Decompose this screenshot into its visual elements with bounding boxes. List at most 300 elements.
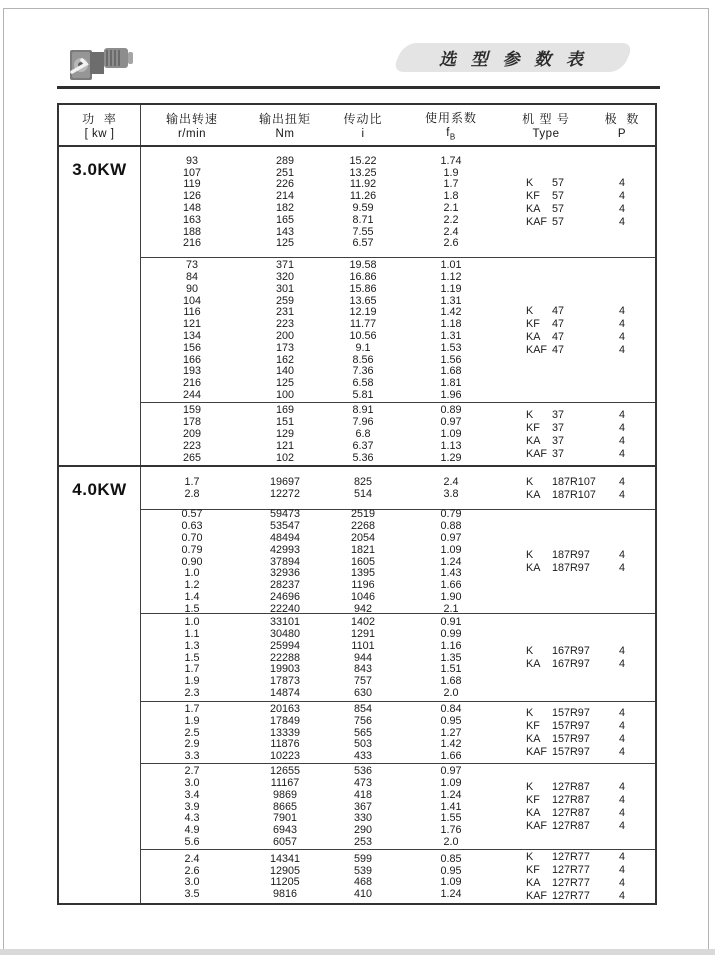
model-type: KAF 157R97	[526, 746, 590, 758]
output-speed-value: 1.7	[184, 702, 200, 715]
model-row	[503, 820, 655, 833]
ratio-value: 2268	[350, 520, 376, 533]
service-factor-value: 1.55	[440, 812, 462, 825]
page-title: 选 型 参 数 表	[438, 50, 588, 69]
output-speed-value: 126	[182, 190, 201, 203]
service-factor-value: 2.1	[443, 201, 459, 214]
output-speed-value: 116	[183, 306, 201, 319]
model-list	[503, 403, 655, 465]
model-row	[503, 851, 655, 864]
output-speed-value: 0.90	[181, 555, 203, 568]
output-torque-value: 48494	[269, 531, 301, 544]
output-torque-value: 7901	[272, 812, 298, 825]
poles-value: 4	[618, 447, 625, 460]
model-row	[503, 408, 655, 421]
output-speed-value: 0.63	[181, 520, 203, 533]
output-speed-value: 0.57	[181, 508, 203, 521]
model-group-block	[141, 763, 655, 849]
ratio-value: 5.81	[352, 388, 374, 401]
output-torque-value: 320	[275, 270, 294, 283]
ratio-value: 15.22	[349, 154, 377, 167]
output-torque-value: 251	[275, 166, 294, 179]
service-factor-value: 0.84	[440, 702, 462, 715]
output-speed-value: 1.7	[184, 476, 200, 489]
service-factor-value: 0.97	[440, 416, 462, 429]
poles-value: 4	[618, 851, 625, 863]
ratio-value: 1101	[351, 639, 375, 652]
service-factor-value: 1.24	[440, 555, 462, 568]
output-speed-value: 107	[182, 166, 201, 179]
output-speed-value: 3.5	[184, 888, 200, 901]
model-list	[503, 764, 655, 849]
ratio-value: 6.37	[352, 439, 374, 452]
output-speed-value: 244	[182, 388, 201, 401]
model-row	[503, 794, 655, 807]
output-torque-value: 11167	[270, 776, 300, 789]
model-row	[503, 890, 655, 903]
output-speed-value: 1.3	[184, 639, 200, 652]
ratio-value: 843	[353, 663, 372, 676]
service-factor-value: 1.56	[440, 353, 462, 366]
model-row	[503, 447, 655, 460]
model-type: KF 47	[526, 317, 565, 330]
ratio-value: 418	[353, 788, 372, 801]
ratio-value: 330	[353, 812, 372, 825]
service-factor-value: 1.53	[440, 341, 462, 354]
model-list	[503, 614, 655, 701]
service-factor-value: 1.81	[440, 377, 462, 390]
service-factor-value: 2.4	[443, 476, 459, 489]
model-type: KAF 127R87	[526, 820, 590, 832]
ratio-value: 7.36	[352, 365, 374, 378]
output-torque-value: 17849	[269, 714, 301, 727]
service-factor-value: 1.27	[440, 726, 462, 739]
ratio-value: 433	[353, 750, 372, 763]
output-speed-value: 1.2	[184, 579, 200, 592]
output-torque-value: 30480	[269, 627, 301, 640]
ratio-value: 11.92	[349, 178, 377, 191]
ratio-value: 9.59	[352, 201, 374, 214]
section-blocks	[141, 467, 655, 903]
ratio-value: 2054	[350, 531, 376, 544]
header-ratio: 传动比 i	[343, 112, 383, 140]
output-torque-value: 20163	[269, 702, 301, 715]
output-torque-value: 301	[275, 282, 294, 295]
output-torque-value: 140	[275, 365, 294, 378]
output-torque-value: 9869	[272, 788, 298, 801]
ratio-value: 756	[353, 714, 372, 727]
model-type: KA 157R97	[526, 733, 590, 745]
output-torque-value: 25994	[269, 639, 301, 652]
output-speed-value: 84	[185, 270, 198, 283]
ratio-value: 2519	[350, 508, 376, 521]
model-type: K 157R97	[526, 707, 590, 719]
ratio-value: 1605	[350, 555, 376, 568]
service-factor-value: 2.6	[443, 237, 459, 250]
model-list	[503, 850, 655, 903]
ratio-value: 6.57	[352, 237, 374, 250]
model-row	[503, 475, 655, 488]
service-factor-value: 0.91	[440, 616, 462, 629]
poles-value: 4	[618, 794, 625, 806]
service-factor-value: 1.16	[440, 639, 462, 652]
service-factor-value: 2.4	[443, 225, 459, 238]
header-rule	[57, 86, 660, 89]
ratio-value: 468	[353, 876, 372, 889]
service-factor-value: 1.42	[440, 738, 462, 751]
output-speed-value: 0.79	[181, 543, 203, 556]
model-type: KA 37	[526, 434, 565, 447]
page-bottom-edge	[0, 949, 715, 955]
service-factor-value: 2.0	[443, 686, 459, 699]
ratio-value: 514	[353, 487, 372, 500]
poles-value: 4	[618, 475, 625, 488]
output-torque-value: 214	[275, 190, 294, 203]
poles-value: 4	[618, 707, 625, 719]
model-type: KA 167R97	[526, 658, 590, 670]
poles-value: 4	[618, 434, 625, 447]
model-row	[503, 549, 655, 562]
model-list	[503, 467, 655, 509]
output-speed-value: 1.5	[184, 651, 200, 664]
output-torque-value: 14874	[269, 686, 301, 699]
output-speed-value: 2.4	[184, 852, 200, 865]
poles-value: 4	[618, 820, 625, 832]
service-factor-value: 1.8	[443, 190, 459, 203]
model-type: KF 157R97	[526, 720, 590, 732]
poles-value: 4	[618, 408, 625, 421]
output-torque-value: 125	[275, 377, 294, 390]
output-speed-value: 148	[182, 201, 201, 214]
service-factor-value: 1.18	[440, 318, 462, 331]
output-torque-value: 6057	[272, 835, 298, 848]
output-speed-value: 1.0	[184, 567, 200, 580]
ratio-value: 410	[353, 888, 372, 901]
output-torque-value: 28237	[269, 579, 301, 592]
output-speed-value: 134	[182, 329, 201, 342]
service-factor-value: 1.51	[440, 663, 462, 676]
poles-value: 4	[618, 781, 625, 793]
model-group-block	[141, 849, 655, 903]
model-type: K 37	[526, 408, 565, 421]
poles-value: 4	[618, 215, 625, 228]
model-list	[503, 258, 655, 402]
poles-value: 4	[618, 877, 625, 889]
model-row	[503, 215, 655, 228]
ratio-value: 6.58	[352, 377, 374, 390]
model-row	[503, 488, 655, 501]
output-torque-value: 22288	[269, 651, 301, 664]
service-factor-value: 0.85	[440, 852, 462, 865]
model-type: KAF 57	[526, 215, 565, 228]
output-torque-value: 59473	[269, 508, 301, 521]
output-speed-value: 163	[182, 213, 201, 226]
ratio-value: 539	[353, 864, 372, 877]
output-torque-value: 10223	[269, 750, 301, 763]
output-speed-value: 209	[182, 428, 201, 440]
output-speed-value: 4.9	[184, 824, 200, 837]
poles-value: 4	[618, 890, 625, 902]
model-type: KAF 47	[526, 343, 565, 356]
power-label: 4.0KW	[59, 467, 141, 903]
output-speed-value: 4.3	[184, 812, 200, 825]
model-type: KA 47	[526, 330, 565, 343]
poles-value: 4	[618, 733, 625, 745]
service-factor-value: 2.2	[443, 213, 459, 226]
ratio-value: 825	[353, 476, 372, 489]
ratio-value: 1821	[350, 543, 376, 556]
model-list	[503, 702, 655, 763]
ratio-value: 599	[353, 852, 372, 865]
service-factor-value: 1.9	[443, 166, 459, 179]
output-speed-value: 1.9	[184, 675, 200, 688]
model-group-block	[141, 701, 655, 763]
model-row	[503, 330, 655, 343]
service-factor-value: 1.09	[440, 876, 462, 889]
model-row	[503, 343, 655, 356]
output-speed-value: 1.1	[184, 627, 200, 640]
model-group-block	[141, 467, 655, 509]
ratio-value: 16.86	[349, 270, 377, 283]
ratio-value: 290	[353, 824, 372, 837]
ratio-value: 942	[353, 602, 372, 615]
service-factor-value: 1.01	[440, 259, 462, 272]
poles-value: 4	[618, 549, 625, 561]
output-torque-value: 162	[275, 353, 294, 366]
model-row	[503, 562, 655, 575]
model-row	[503, 176, 655, 189]
service-factor-value: 1.41	[440, 800, 462, 813]
ratio-value: 253	[353, 835, 372, 848]
model-type: KA 127R77	[526, 877, 590, 889]
service-factor-value: 1.09	[440, 428, 462, 440]
service-factor-value: 1.24	[440, 788, 462, 801]
gearmotor-image	[66, 42, 138, 86]
model-type: K 167R97	[526, 645, 590, 657]
ratio-value: 15.86	[349, 282, 377, 295]
output-torque-value: 12655	[269, 765, 301, 778]
service-factor-value: 0.97	[440, 765, 462, 778]
model-row	[503, 317, 655, 330]
model-type: KF 37	[526, 421, 565, 434]
output-torque-value: 19903	[269, 663, 301, 676]
service-factor-value: 1.42	[440, 306, 462, 319]
output-speed-value: 265	[182, 451, 201, 464]
poles-value: 4	[618, 421, 625, 434]
service-factor-value: 0.79	[440, 508, 462, 521]
ratio-value: 1046	[350, 590, 376, 603]
poles-value: 4	[618, 645, 625, 657]
model-type: KF 127R77	[526, 864, 590, 876]
model-group-block	[141, 147, 655, 257]
model-row	[503, 434, 655, 447]
output-torque-value: 33101	[269, 616, 301, 629]
model-row	[503, 864, 655, 877]
service-factor-value: 0.97	[440, 531, 462, 544]
output-torque-value: 12272	[269, 487, 301, 500]
output-torque-value: 102	[275, 451, 294, 464]
output-speed-value: 2.9	[184, 738, 200, 751]
output-speed-value: 166	[182, 353, 201, 366]
output-torque-value: 125	[275, 237, 294, 250]
section-blocks	[141, 147, 655, 465]
service-factor-value: 1.13	[440, 439, 462, 452]
service-factor-value: 1.31	[440, 329, 462, 342]
output-torque-value: 32936	[269, 567, 301, 580]
ratio-value: 367	[353, 800, 372, 813]
service-factor-value: 1.31	[440, 294, 462, 307]
output-speed-value: 93	[185, 154, 198, 167]
service-factor-value: 1.29	[440, 451, 462, 464]
poles-value: 4	[618, 746, 625, 758]
output-torque-value: 11205	[270, 876, 300, 889]
output-speed-value: 2.8	[184, 487, 200, 500]
output-torque-value: 151	[275, 416, 294, 429]
ratio-value: 13.65	[349, 294, 377, 307]
output-torque-value: 121	[275, 439, 294, 452]
ratio-value: 630	[353, 686, 372, 699]
output-torque-value: 12905	[269, 864, 301, 877]
model-type: KAF 37	[526, 447, 565, 460]
output-torque-value: 169	[275, 404, 294, 417]
poles-value: 4	[618, 658, 625, 670]
output-torque-value: 9816	[272, 888, 298, 901]
selection-parameter-table	[57, 103, 657, 905]
poles-value: 4	[618, 202, 625, 215]
header-model-type: 机 型 号 Type	[522, 112, 570, 140]
output-speed-value: 159	[182, 404, 201, 417]
service-factor-value: 1.19	[440, 282, 462, 295]
output-torque-value: 37894	[269, 555, 301, 568]
model-group-block	[141, 402, 655, 465]
model-row	[503, 746, 655, 759]
ratio-value: 1291	[350, 627, 376, 640]
poles-value: 4	[618, 189, 625, 202]
header-output-torque: 输出扭矩 Nm	[258, 112, 311, 140]
model-type: KF 127R87	[526, 794, 590, 806]
output-speed-value: 73	[185, 259, 198, 272]
output-speed-value: 188	[182, 225, 201, 238]
ratio-value: 536	[353, 765, 372, 778]
model-row	[503, 877, 655, 890]
output-speed-value: 119	[183, 178, 201, 191]
model-row	[503, 304, 655, 317]
service-factor-value: 1.66	[440, 579, 462, 592]
model-type: K 187R97	[526, 549, 590, 561]
service-factor-value: 1.76	[440, 824, 462, 837]
output-speed-value: 0.70	[181, 531, 203, 544]
model-row	[503, 733, 655, 746]
model-row	[503, 781, 655, 794]
model-type: KF 57	[526, 189, 565, 202]
ratio-value: 6.8	[355, 428, 371, 440]
ratio-value: 12.19	[349, 306, 377, 319]
ratio-value: 13.25	[349, 166, 377, 179]
output-speed-value: 3.4	[184, 788, 200, 801]
output-speed-value: 1.4	[184, 590, 200, 603]
poles-value: 4	[618, 317, 625, 330]
output-speed-value: 1.7	[184, 663, 200, 676]
output-torque-value: 231	[275, 306, 294, 319]
service-factor-value: 1.12	[440, 270, 462, 283]
output-speed-value: 3.9	[184, 800, 200, 813]
model-type: KAF 127R77	[526, 890, 590, 902]
service-factor-value: 1.66	[440, 750, 462, 763]
output-speed-value: 2.7	[184, 765, 200, 778]
model-group-block	[141, 613, 655, 701]
service-factor-value: 1.74	[440, 154, 462, 167]
output-speed-value: 2.6	[184, 864, 200, 877]
output-torque-value: 24696	[269, 590, 301, 603]
ratio-value: 944	[353, 651, 372, 664]
model-type: K 47	[526, 304, 565, 317]
page-title-badge	[392, 43, 635, 72]
output-torque-value: 143	[275, 225, 294, 238]
ratio-value: 757	[353, 675, 372, 688]
output-torque-value: 129	[275, 428, 294, 440]
ratio-value: 1196	[351, 579, 375, 592]
output-torque-value: 14341	[269, 852, 301, 865]
output-speed-value: 156	[182, 341, 201, 354]
model-row	[503, 720, 655, 733]
output-speed-value: 90	[185, 282, 198, 295]
service-factor-value: 2.0	[443, 835, 459, 848]
ratio-value: 7.96	[352, 416, 374, 429]
ratio-value: 8.91	[352, 404, 374, 417]
output-torque-value: 100	[275, 388, 294, 401]
service-factor-value: 1.35	[440, 651, 462, 664]
output-speed-value: 178	[182, 416, 201, 429]
output-torque-value: 173	[275, 341, 294, 354]
poles-value: 4	[618, 720, 625, 732]
output-torque-value: 226	[275, 178, 294, 191]
ratio-value: 503	[353, 738, 372, 751]
output-torque-value: 182	[275, 201, 294, 214]
poles-value: 4	[618, 864, 625, 876]
output-torque-value: 371	[275, 259, 294, 272]
model-row	[503, 707, 655, 720]
output-torque-value: 13339	[269, 726, 301, 739]
output-speed-value: 193	[182, 365, 201, 378]
service-factor-value: 3.8	[443, 487, 459, 500]
model-row	[503, 202, 655, 215]
model-row	[503, 421, 655, 434]
header-service-factor: 使用系数 $f_B$	[424, 110, 477, 142]
model-list	[503, 510, 655, 613]
output-speed-value: 3.0	[184, 876, 200, 889]
service-factor-value: 0.95	[440, 714, 462, 727]
output-speed-value: 121	[182, 318, 201, 331]
ratio-value: 11.77	[349, 318, 377, 331]
ratio-value: 7.55	[352, 225, 374, 238]
output-speed-value: 1.5	[184, 602, 200, 615]
service-factor-value: 1.09	[440, 776, 462, 789]
model-group-block	[141, 509, 655, 613]
ratio-value: 10.56	[349, 329, 377, 342]
service-factor-value: 2.1	[443, 602, 459, 615]
power-section	[59, 465, 655, 903]
ratio-value: 1402	[350, 616, 376, 629]
ratio-value: 11.26	[349, 190, 377, 203]
model-row	[503, 807, 655, 820]
output-torque-value: 17873	[269, 675, 301, 688]
poles-value: 4	[618, 176, 625, 189]
service-factor-value: 1.96	[440, 388, 462, 401]
table-header-row	[59, 105, 655, 147]
ratio-value: 8.56	[352, 353, 374, 366]
output-torque-value: 165	[275, 213, 294, 226]
model-type: K 57	[526, 176, 565, 189]
